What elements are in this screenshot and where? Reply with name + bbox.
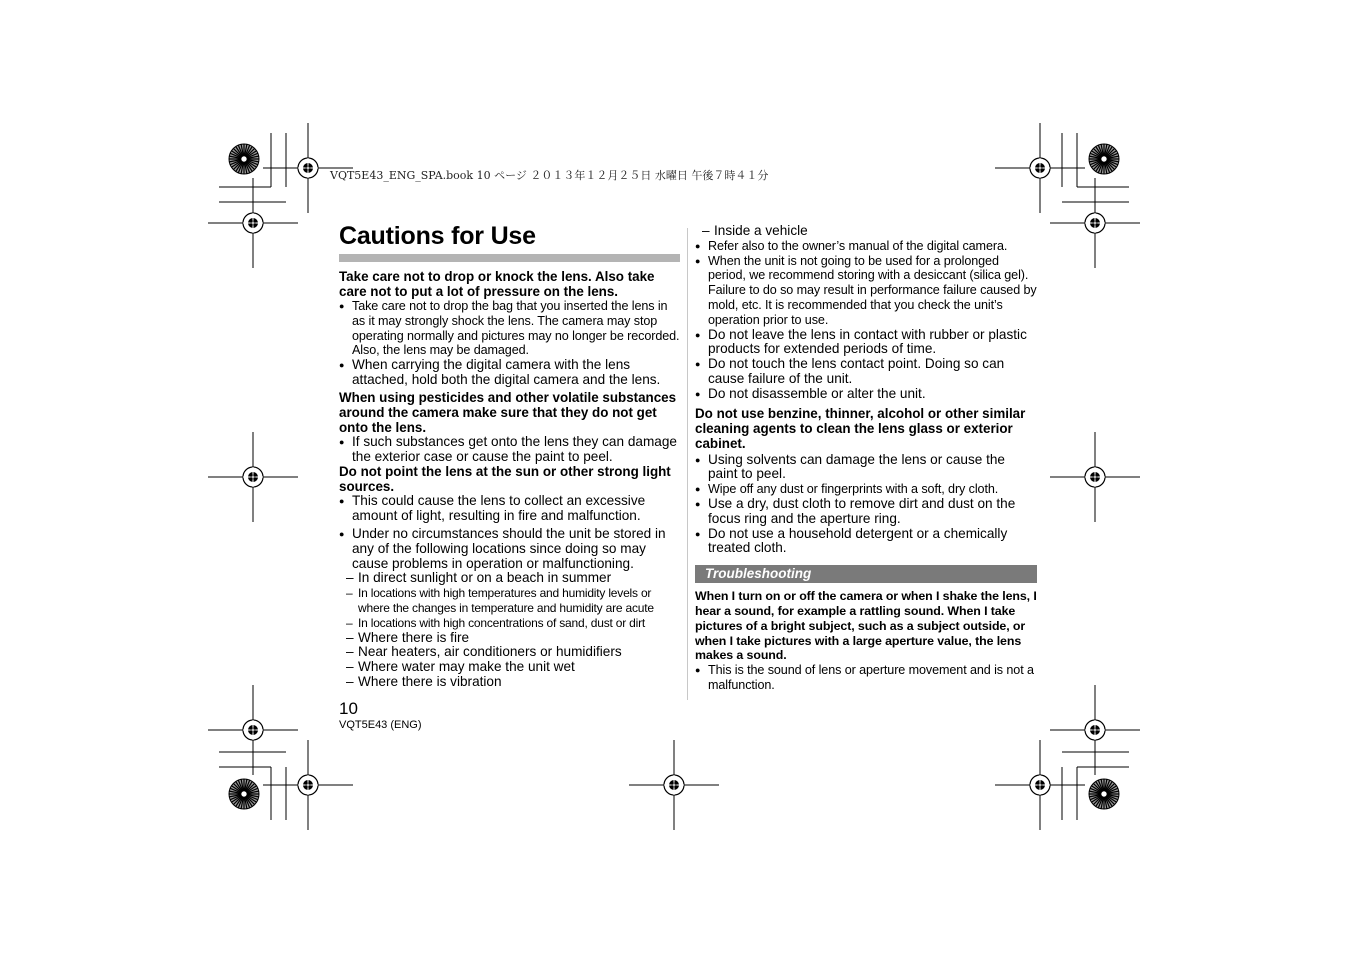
list-subitem: – Near heaters, air conditioners or humidifiers [339,645,680,660]
list-storage [339,527,680,690]
list-item: ● Wipe off any dust or fingerprints with a soft, dry cloth. [695,482,1037,497]
heading-sun: Do not point the lens at the sun or other strong light sources. [339,464,671,495]
list-item: ● Do not disassemble or alter the unit. [695,387,1037,402]
list-subitem: – Where there is fire [339,631,680,646]
list-item: ● If such substances get onto the lens they can damage the exterior case or cause the paint to peel. [339,435,680,465]
list-item: ● Do not touch the lens contact point. Doing so can cause failure of the unit. [695,357,1037,387]
heading-pesticides: When using pesticides and other volatile substances around the camera make sure that they do not get onto the lens. [339,389,677,435]
list-pesticides [339,435,680,465]
left-column [339,222,680,690]
title-rule [339,254,680,262]
list-drop-lens [339,299,680,388]
heading-cleaning: Do not use benzine, thinner, alcohol or other similar cleaning agents to clean the lens glass or exterior cabinet. [695,405,1026,451]
list-item: ● Under no circumstances should the unit be stored in any of the following locations since doing so may cause problems in operation or malfunctioning. [339,527,680,571]
section-header-troubleshooting: Troubleshooting [695,565,1037,583]
list-sun [339,494,680,524]
list-cleaning [695,453,1037,557]
list-subitem: – Where water may make the unit wet [339,660,680,675]
right-column [695,224,1037,693]
list-item: ● Do not leave the lens in contact with rubber or plastic products for extended periods of time. [695,328,1037,358]
list-item: ● Refer also to the owner’s manual of the digital camera. [695,239,1037,254]
list-subitem: – In direct sunlight or on a beach in summer [339,571,680,586]
list-item: ● When carrying the digital camera with the lens attached, hold both the digital camera and the lens. [339,358,680,388]
list-sound [695,663,1037,693]
heading-drop-lens: Take care not to drop or knock the lens. Also take care not to put a lot of pressure on the lens. [339,269,655,299]
document-code: VQT5E43 (ENG) [339,719,422,731]
list-subitem: – In locations with high concentrations of sand, dust or dirt [339,616,680,631]
list-subitem: – In locations with high temperatures and humidity levels or where the changes in temperature and humidity are acute [339,586,680,616]
list-storage-continued [695,224,1037,402]
list-item: ● Use a dry, dust cloth to remove dirt and dust on the focus ring and the aperture ring. [695,497,1037,527]
heading-sound: When I turn on or off the camera or when I shake the lens, I hear a sound, for example a rattling sound. When I take pictures of a bright subject, such as a subject outside, or when I take pictures with a large aperture value, the lens makes a sound. [695,589,1037,663]
list-subitem: – Where there is vibration [339,675,680,690]
list-item: ● Using solvents can damage the lens or cause the paint to peel. [695,453,1037,483]
page-number: 10 [339,699,358,718]
list-item: ● When the unit is not going to be used for a prolonged period, we recommend storing with a desiccant (silica gel). Failure to do so may result in performance failure caused by mold, etc. It is recommended that you check the unit’s operation prior to use. [695,254,1037,328]
list-item: ● This is the sound of lens or aperture movement and is not a malfunction. [695,663,1037,693]
print-header: VQT5E43_ENG_SPA.book 10 ページ ２０１３年１２月２５日 水曜日 午後７時４１分 [330,169,769,182]
list-item: ● Take care not to drop the bag that you inserted the lens in as it may strongly shock the lens. The camera may stop operating normally and pictures may no longer be recorded. Also, the lens may be damaged. [339,299,680,358]
page-title: Cautions for Use [339,222,536,250]
column-divider [687,228,688,700]
list-subitem: – Inside a vehicle [695,224,1037,239]
list-item: ● Do not use a household detergent or a chemically treated cloth. [695,527,1037,557]
list-item: ● This could cause the lens to collect an excessive amount of light, resulting in fire and malfunction. [339,494,680,524]
